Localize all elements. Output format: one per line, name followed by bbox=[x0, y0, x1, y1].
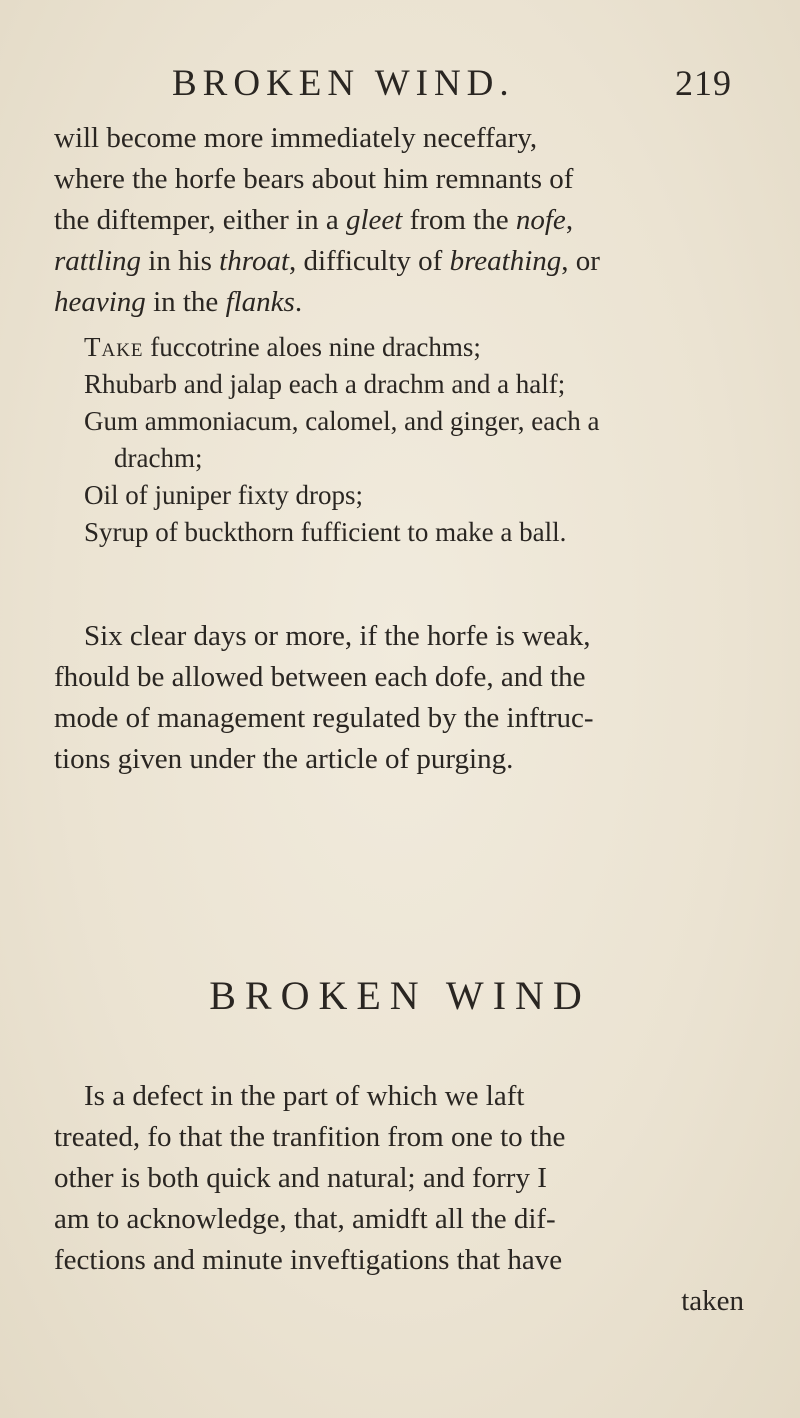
text-line: fhould be allowed between each dofe, and the bbox=[54, 661, 586, 693]
text-line: fections and minute inveftigations that have bbox=[54, 1244, 563, 1276]
text-line: the diftemper, either in a gleet from the nofe, bbox=[54, 204, 574, 236]
page-number: 219 bbox=[675, 63, 732, 103]
text-line: rattling in his throat, difficulty of breathing, or bbox=[54, 245, 600, 277]
text-line: other is both quick and natural; and forry I bbox=[54, 1162, 547, 1194]
text-line: Six clear days or more, if the horfe is weak, bbox=[84, 620, 591, 652]
italic-term-heaving: heaving bbox=[54, 286, 146, 318]
text-line: heaving in the flanks. bbox=[54, 286, 303, 318]
recipe-line: drachm; bbox=[114, 443, 203, 473]
italic-term-gleet: gleet bbox=[345, 204, 403, 236]
italic-term-flanks: flanks bbox=[225, 286, 295, 318]
paragraph-broken-wind bbox=[54, 1076, 744, 1322]
text-line: will become more immediately neceffary, bbox=[54, 122, 538, 154]
running-title: BROKEN WIND. bbox=[172, 63, 515, 104]
paragraph-dosing bbox=[54, 616, 744, 780]
recipe-line: Rhubarb and jalap each a drachm and a half; bbox=[84, 369, 566, 399]
text-line: treated, fo that the tranfition from one to the bbox=[54, 1121, 566, 1153]
recipe-line: Take fuccotrine aloes nine drachms; bbox=[84, 332, 481, 362]
text-line: am to acknowledge, that, amidft all the dif- bbox=[54, 1203, 556, 1235]
section-heading: BROKEN WIND bbox=[209, 973, 591, 1018]
text-line: where the horfe bears about him remnants of bbox=[54, 163, 574, 195]
recipe-block bbox=[84, 329, 744, 551]
text-line: tions given under the article of purging. bbox=[54, 743, 514, 775]
paragraph-continuation bbox=[54, 118, 744, 323]
italic-term-nofe: nofe bbox=[515, 204, 566, 236]
running-head bbox=[172, 62, 732, 112]
recipe-line: Oil of juniper fixty drops; bbox=[84, 480, 363, 510]
recipe-line: Gum ammoniacum, calomel, and ginger, each a bbox=[84, 406, 600, 436]
italic-term-throat: throat bbox=[219, 245, 289, 277]
recipe-line: Syrup of buckthorn fufficient to make a ball. bbox=[84, 517, 567, 547]
text-line: mode of management regulated by the inftruc- bbox=[54, 702, 594, 734]
catchword: taken bbox=[681, 1285, 744, 1317]
take-word: Take bbox=[84, 332, 144, 362]
text-line: Is a defect in the part of which we laft bbox=[84, 1080, 525, 1112]
italic-term-rattling: rattling bbox=[54, 245, 142, 277]
italic-term-breathing: breathing bbox=[449, 245, 562, 277]
